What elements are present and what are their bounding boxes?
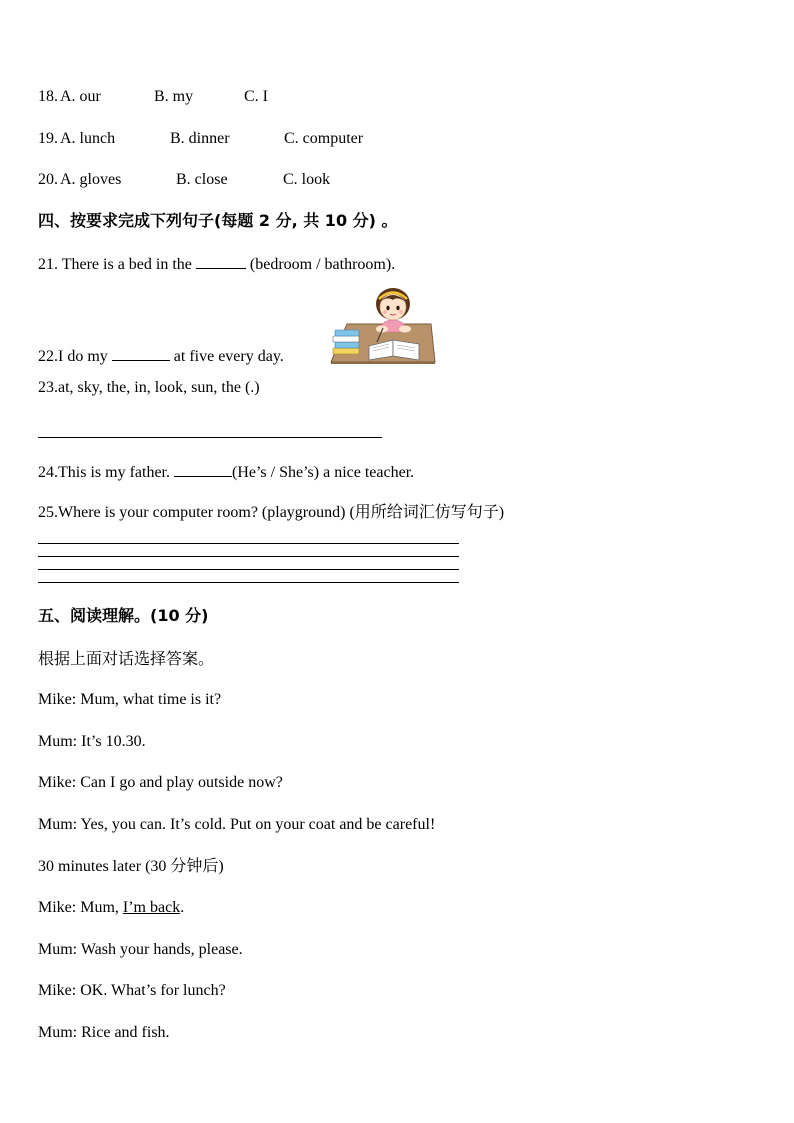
dialogue-text: OK. What’s for lunch? xyxy=(80,982,226,999)
option-a: A. our xyxy=(60,88,101,105)
speaker-name: Mum: xyxy=(38,941,78,958)
question-22 xyxy=(38,346,284,367)
reading-instruction: 根据上面对话选择答案。 xyxy=(38,649,215,668)
speaker-name: Mike: xyxy=(38,774,77,791)
dialogue-line xyxy=(38,773,283,793)
dialogue-line xyxy=(38,898,184,918)
question-text: 24.This is my father. xyxy=(38,464,174,481)
answer-line[interactable] xyxy=(38,437,382,438)
option-b: B. dinner xyxy=(170,130,230,147)
dialogue-text: Can I go and play outside now? xyxy=(80,774,283,791)
question-23: 23.at, sky, the, in, look, sun, the (.) xyxy=(38,379,260,396)
speaker-name: Mum: xyxy=(38,733,78,750)
speaker-name: Mike: xyxy=(38,982,77,999)
dialogue-line xyxy=(38,815,435,835)
option-b: B. close xyxy=(176,171,228,188)
option-a: A. gloves xyxy=(60,171,122,188)
answer-line[interactable] xyxy=(38,582,459,583)
answer-line[interactable] xyxy=(38,556,459,557)
question-hint: (bedroom / bathroom). xyxy=(245,256,396,273)
question-number: 20. xyxy=(38,171,58,188)
question-hint: (He’s / She’s) a nice teacher. xyxy=(231,464,415,481)
underlined-phrase: I’m back xyxy=(122,899,181,916)
question-text: 22.I do my xyxy=(38,348,112,365)
section-5-title: 五、阅读理解。(10 分) xyxy=(38,606,209,625)
question-text: 21. There is a bed in the xyxy=(38,256,196,273)
speaker-name: Mike: xyxy=(38,691,77,708)
dialogue-punct: . xyxy=(180,899,185,916)
answer-blank[interactable] xyxy=(196,254,246,269)
answer-blank[interactable] xyxy=(112,346,170,361)
speaker-name: Mike: xyxy=(38,899,77,916)
question-25: 25.Where is your computer room? (playground) (用所给词汇仿写句子) xyxy=(38,504,505,521)
speaker-name: Mum: xyxy=(38,816,78,833)
option-c: C. computer xyxy=(284,130,364,147)
dialogue-line xyxy=(38,940,243,960)
option-b: B. my xyxy=(154,88,194,105)
question-19 xyxy=(38,129,58,149)
dialogue-text: It’s 10.30. xyxy=(81,733,146,750)
dialogue-text: Wash your hands, please. xyxy=(80,941,243,958)
dialogue-text: Mum, what time is it? xyxy=(80,691,222,708)
girl-studying-illustration xyxy=(327,284,439,364)
answer-line[interactable] xyxy=(38,543,459,544)
dialogue-text: Rice and fish. xyxy=(81,1024,170,1041)
option-c: C. I xyxy=(244,88,268,105)
answer-line[interactable] xyxy=(38,569,459,570)
question-20 xyxy=(38,170,58,190)
question-text-end: at five every day. xyxy=(169,348,284,365)
section-4-title: 四、按要求完成下列句子(每题 2 分, 共 10 分) 。 xyxy=(38,211,398,230)
question-number: 18. xyxy=(38,88,58,105)
answer-blank[interactable] xyxy=(174,462,232,477)
dialogue-text: Mum, xyxy=(80,899,123,916)
option-c: C. look xyxy=(283,171,331,188)
question-number: 19. xyxy=(38,130,58,147)
time-marker: 30 minutes later (30 分钟后) xyxy=(38,858,224,875)
dialogue-line xyxy=(38,981,226,1001)
speaker-name: Mum: xyxy=(38,1024,78,1041)
option-a: A. lunch xyxy=(60,130,116,147)
dialogue-text: Yes, you can. It’s cold. Put on your coat and be careful! xyxy=(80,816,436,833)
dialogue-line xyxy=(38,732,146,752)
question-18 xyxy=(38,87,58,107)
question-24 xyxy=(38,462,414,483)
dialogue-line xyxy=(38,1023,170,1043)
dialogue-line xyxy=(38,690,221,710)
question-21 xyxy=(38,254,395,275)
